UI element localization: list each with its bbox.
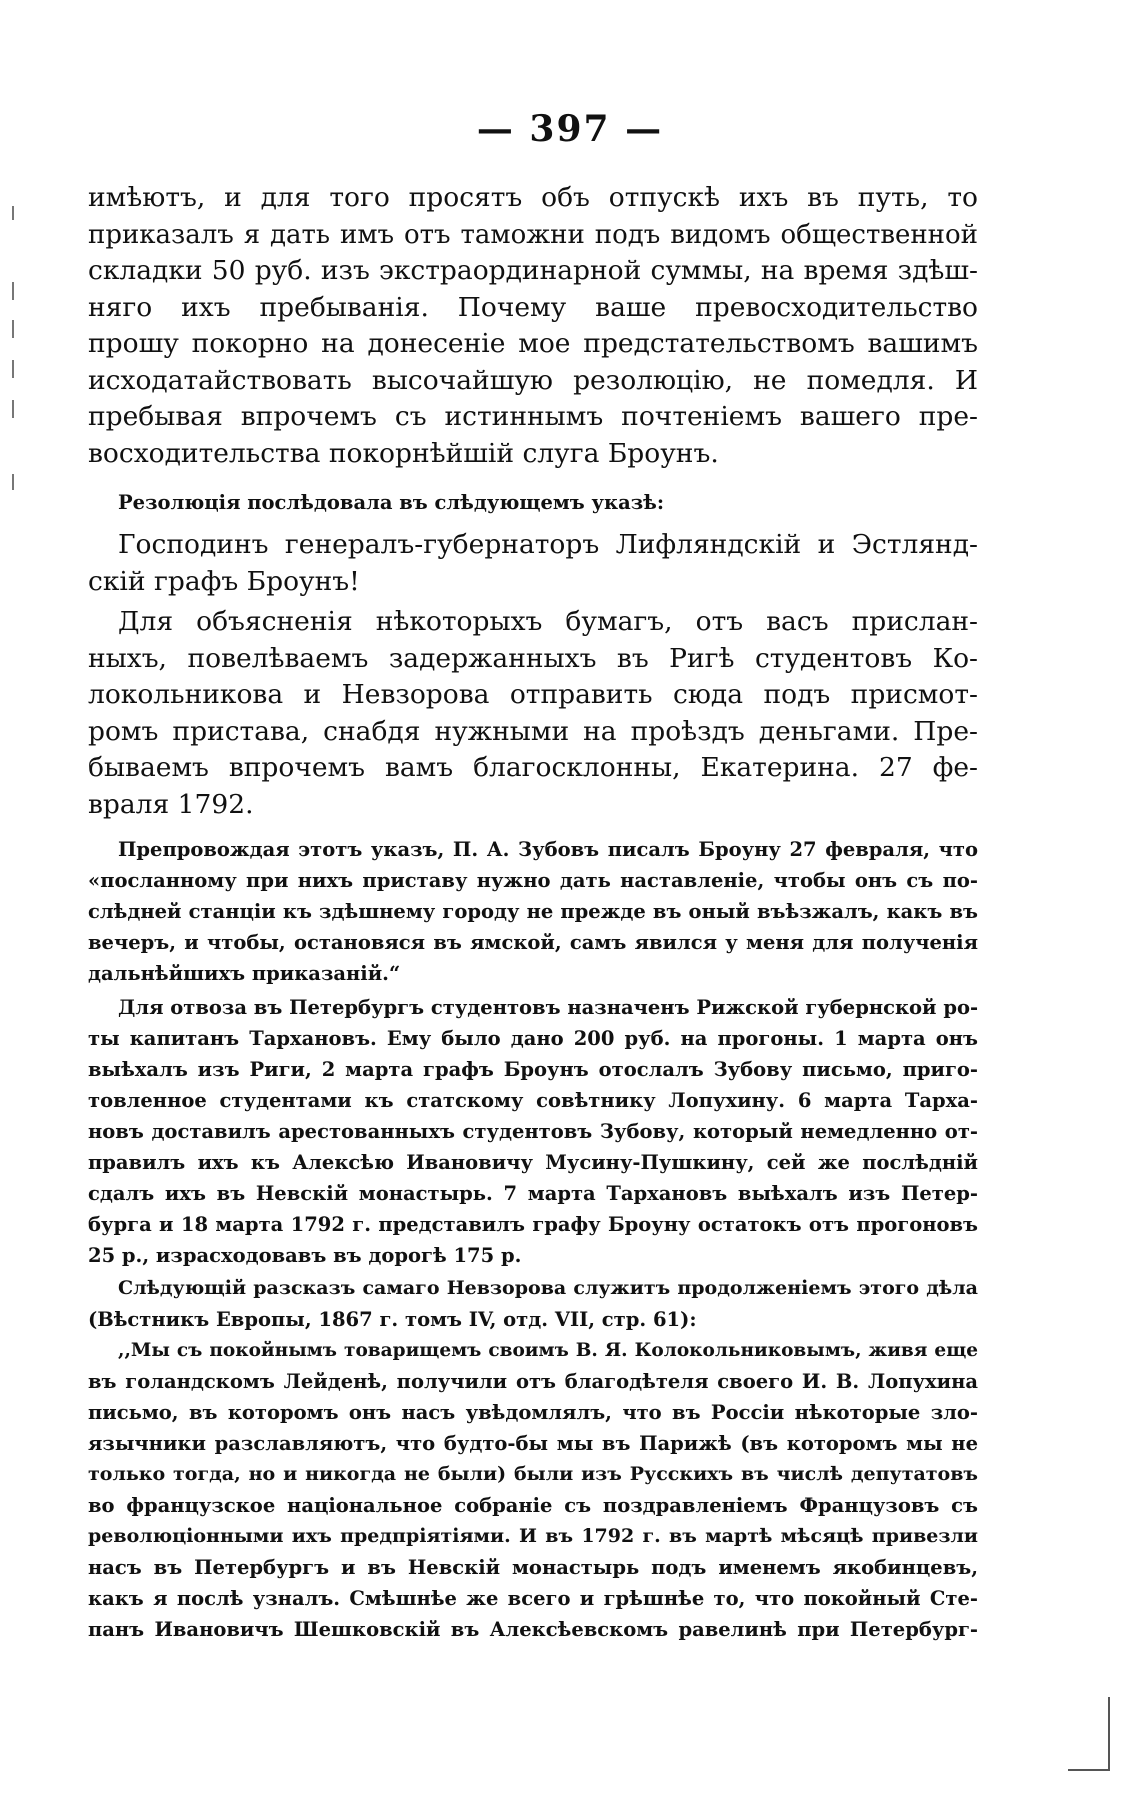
- text-line: въ голандскомъ Лейденѣ, получили отъ благодѣтеля своего И. В. Лопухина: [88, 1370, 978, 1393]
- text-line: сдалъ ихъ въ Невскій монастырь. 7 марта Тархановъ выѣхалъ изъ Петер-: [88, 1182, 978, 1205]
- text-line: слѣдней станціи къ здѣшнему городу не прежде въ оный въѣзжалъ, какъ въ: [88, 900, 978, 923]
- text-line: «посланному при нихъ приставу нужно дать наставленіе, чтобы онъ съ по-: [88, 869, 978, 892]
- text-line: Резолюція послѣдовала въ слѣдующемъ указѣ:: [118, 491, 665, 514]
- text-line: революціонными ихъ предпріятіями. И въ 1792 г. въ мартѣ мѣсяцѣ привезли: [88, 1525, 978, 1547]
- scan-corner-mark: [1068, 1697, 1110, 1771]
- text-line: панъ Ивановичъ Шешковскій въ Алексѣевскомъ равелинѣ при Петербург-: [88, 1618, 978, 1641]
- page-number: — 397 —: [476, 108, 664, 150]
- text-line: ромъ пристава, снабдя нужными на проѣздъ деньгами. Пре-: [88, 715, 978, 747]
- text-line: Для объясненія нѣкоторыхъ бумагъ, отъ васъ прислан-: [118, 606, 978, 637]
- text-line: прошу покорно на донесеніе мое предстательствомъ вашимъ: [88, 328, 978, 359]
- resolution-note: [88, 487, 978, 518]
- text-line: скій графъ Броунъ!: [88, 565, 360, 597]
- text-line: восходительства покорнѣйшій слуга Броунъ.: [88, 437, 719, 469]
- margin-mark: [12, 474, 14, 490]
- text-line: пребывая впрочемъ съ истиннымъ почтеніемъ вашего пре-: [88, 401, 978, 432]
- text-line: во французское національное собраніе съ поздравленіемъ Французовъ съ: [88, 1494, 978, 1517]
- text-line: бываемъ впрочемъ вамъ благосклонны, Екатерина. 27 фе-: [88, 752, 978, 783]
- text-line: локольникова и Невзорова отправить сюда подъ присмот-: [88, 679, 978, 710]
- text-line: имѣютъ, и для того просятъ объ отпускѣ ихъ въ путь, то: [88, 182, 978, 213]
- convoy-paragraph: [88, 992, 978, 1271]
- text-line: (Вѣстникъ Европы, 1867 г. томъ IV, отд. VII, стр. 61):: [88, 1308, 697, 1331]
- decree-text: [88, 604, 978, 823]
- margin-mark: [12, 400, 14, 418]
- text-line: враля 1792.: [88, 788, 254, 820]
- text-line: 25 р., израсходовавъ въ дорогѣ 175 р.: [88, 1244, 522, 1267]
- text-line: язычники разславляютъ, что будто-бы мы въ Парижѣ (въ которомъ мы не: [88, 1432, 978, 1455]
- text-line: насъ въ Петербургъ и въ Невскій монастырь подъ именемъ якобинцевъ,: [88, 1556, 978, 1579]
- text-line: Слѣдующій разсказъ самаго Невзорова служитъ продолженіемъ этого дѣла: [118, 1277, 978, 1299]
- text-line: бурга и 18 марта 1792 г. представилъ графу Броуну остатокъ отъ прогоновъ: [88, 1213, 978, 1236]
- text-line: няго ихъ пребыванія. Почему ваше превосходительство: [88, 291, 978, 323]
- text-line: ныхъ, повелѣваемъ задержанныхъ въ Ригѣ студентовъ Ко-: [88, 642, 978, 674]
- text-line: вечеръ, и чтобы, остановяся въ ямской, самъ явился у меня для полученія: [88, 931, 978, 954]
- quote-paragraph: [88, 1335, 978, 1645]
- decree-address: [88, 527, 978, 600]
- margin-mark: [12, 320, 14, 338]
- text-line: складки 50 руб. изъ экстраординарной суммы, на время здѣш-: [88, 255, 978, 286]
- text-line: исходатайствовать высочайшую резолюцію, не помедля. И: [88, 364, 978, 396]
- text-line: только тогда, но и никогда не были) были изъ Русскихъ въ числѣ депутатовъ: [88, 1463, 978, 1485]
- text-line: Господинъ генералъ-губернаторъ Лифляндскій и Эстлянд-: [118, 529, 978, 560]
- letter-end-paragraph: [88, 180, 978, 472]
- text-line: правилъ ихъ къ Алексѣю Ивановичу Мусину-Пушкину, сей же послѣдній: [88, 1151, 978, 1174]
- text-line: ,,Мы съ покойнымъ товарищемъ своимъ В. Я. Колокольниковымъ, живя еще: [118, 1340, 978, 1361]
- text-line: дальнѣйшихъ приказаній.“: [88, 962, 401, 985]
- text-line: товленное студентами къ статскому совѣтнику Лопухину. 6 марта Тарха-: [88, 1089, 978, 1112]
- text-line: новъ доставилъ арестованныхъ студентовъ Зубову, который немедленно от-: [88, 1120, 978, 1143]
- text-line: Для отвоза въ Петербургъ студентовъ назначенъ Рижской губернской ро-: [118, 996, 978, 1019]
- text-line: Препровождая этотъ указъ, П. А. Зубовъ писалъ Броуну 27 февраля, что: [118, 838, 978, 861]
- margin-mark: [12, 360, 14, 378]
- source-paragraph: [88, 1273, 978, 1335]
- text-line: ты капитанъ Тархановъ. Ему было дано 200 руб. на прогоны. 1 марта онъ: [88, 1027, 978, 1050]
- text-line: приказалъ я дать имъ отъ таможни подъ видомъ общественной: [88, 219, 978, 250]
- text-line: выѣхалъ изъ Риги, 2 марта графъ Броунъ отослалъ Зубову письмо, приго-: [88, 1058, 978, 1081]
- text-line: письмо, въ которомъ онъ насъ увѣдомлялъ, что въ Россіи нѣкоторые зло-: [88, 1401, 978, 1424]
- margin-mark: [12, 282, 14, 300]
- margin-mark: [12, 206, 14, 220]
- zubov-paragraph: [88, 834, 978, 989]
- text-line: какъ я послѣ узналъ. Смѣшнѣе же всего и грѣшнѣе то, что покойный Сте-: [88, 1587, 978, 1610]
